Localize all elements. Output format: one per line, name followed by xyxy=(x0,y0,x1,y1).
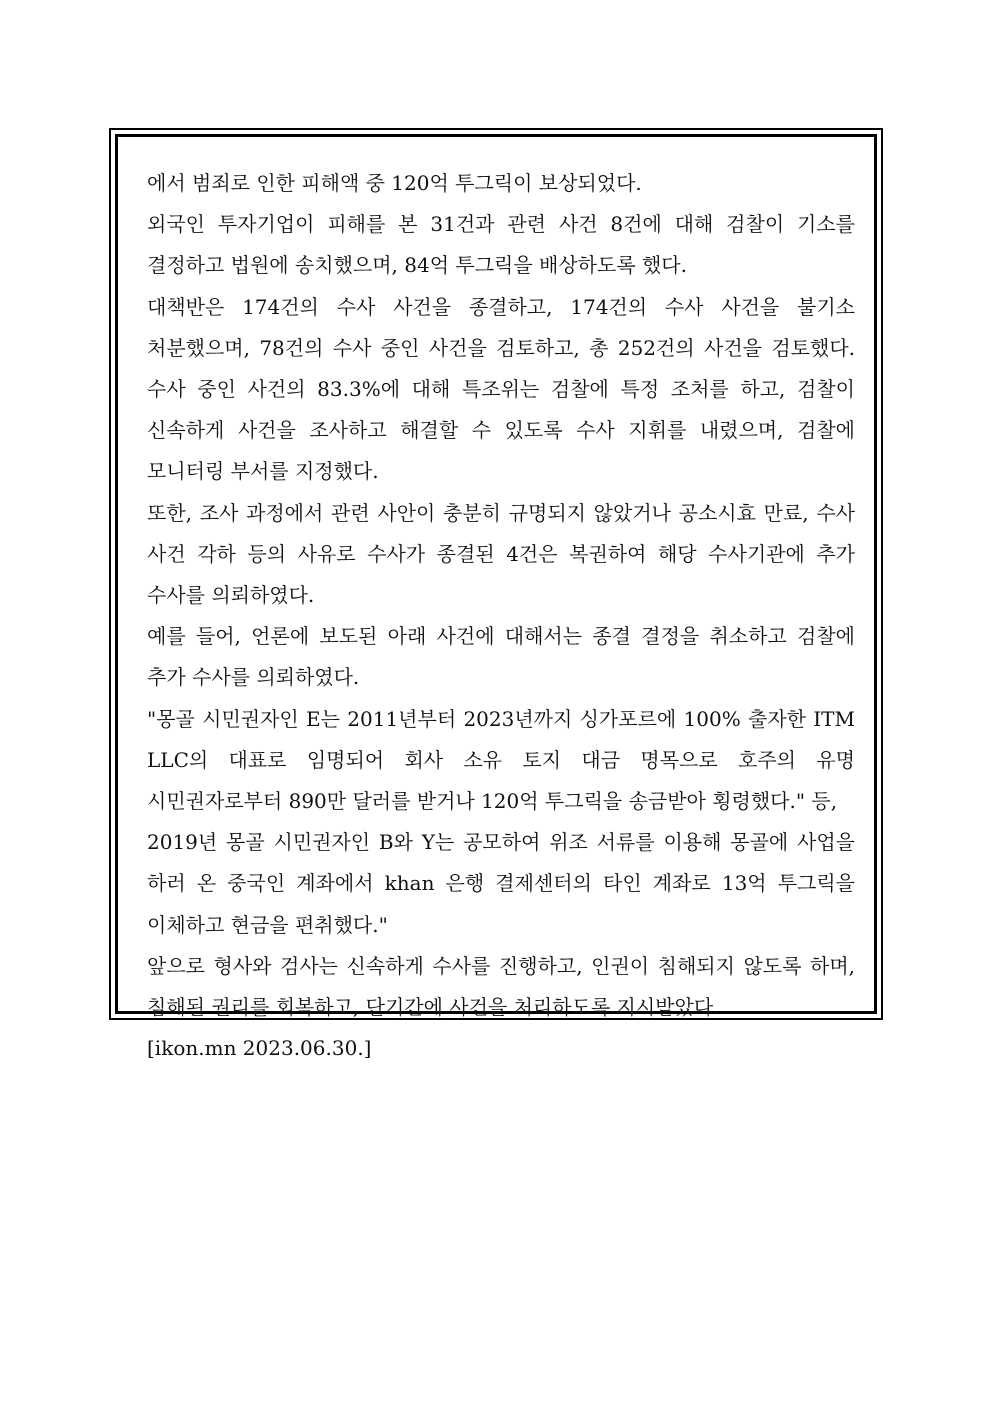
paragraph-foreign-investors: 외국인 투자기업이 피해를 본 31건과 관련 사건 8건에 대해 검찰이 기소를 결정하고 법원에 송치했으며, 84억 투그릭을 배상하도록 했다. xyxy=(147,212,855,278)
paragraph-task-force-results: 대책반은 174건의 수사 사건을 종결하고, 174건의 수사 사건을 불기소 처분했으며, 78건의 수사 중인 사건을 검토하고, 총 252건의 사건을 검토했다. 수사 중인 사건의 83.3%에 대해 특조위는 검찰에 특정 조처를 하고, 검찰이 신속하게 사건을 조사하고 해결할 수 있도록 수사 지휘를 내렸으며, 검찰에 모니터링 부서를 지정했다. xyxy=(147,294,855,484)
paragraph-example-intro: 예를 들어, 언론에 보도된 아래 사건에 대해서는 종결 결정을 취소하고 검찰에 추가 수사를 의뢰하였다. xyxy=(147,624,855,690)
document-body xyxy=(147,163,855,1069)
source-citation: [ikon.mn 2023.06.30.] xyxy=(147,1036,372,1061)
paragraph-case-e: "몽골 시민권자인 E는 2011년부터 2023년까지 싱가포르에 100% 출자한 ITM LLC의 대표로 임명되어 회사 소유 토지 대금 명목으로 호주의 유명 시민권자로부터 890만 달러를 받거나 120억 투그릭을 송금받아 횡령했다." 등, xyxy=(147,706,855,814)
document-frame-outer xyxy=(109,128,883,1061)
paragraph-case-b-y: 2019년 몽골 시민권자인 B와 Y는 공모하여 위조 서류를 이용해 몽골에 사업을 하러 온 중국인 계좌에서 khan 은행 결제센터의 타인 계좌로 13억 투그릭을 이체하고 현금을 편취했다." xyxy=(147,830,855,937)
paragraph-compensation: 에서 범죄로 인한 피해액 중 120억 투그릭이 보상되었다. xyxy=(147,171,642,195)
paragraph-future-directive: 앞으로 형사와 검사는 신속하게 수사를 진행하고, 인권이 침해되지 않도록 하며, 침해된 권리를 회복하고, 단기간에 사건을 처리하도록 지시받았다. xyxy=(147,953,855,1020)
document-frame-inner xyxy=(115,134,877,1061)
paragraph-reopened-cases: 또한, 조사 과정에서 관련 사안이 충분히 규명되지 않았거나 공소시효 만료, 수사 사건 각하 등의 사유로 수사가 종결된 4건은 복권하여 해당 수사기관에 추가 수사를 의뢰하였다. xyxy=(147,500,855,608)
